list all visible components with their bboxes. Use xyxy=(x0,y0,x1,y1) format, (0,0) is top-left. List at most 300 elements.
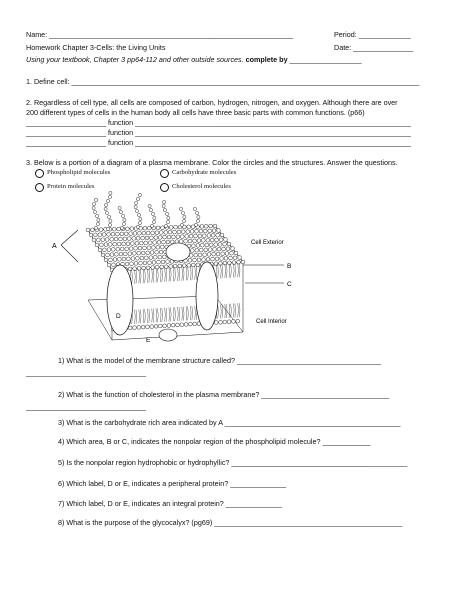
phospholipid-tail xyxy=(143,269,145,283)
carbohydrate-unit xyxy=(120,226,123,229)
phospholipid-head xyxy=(102,233,106,237)
name-line[interactable]: Name: _____________________________________________________________ xyxy=(26,30,294,39)
phospholipid-head xyxy=(182,264,186,268)
function-row[interactable]: ____________________ function _____________________________________________________________________ xyxy=(26,118,411,127)
carbohydrate-unit xyxy=(150,224,153,227)
question-3: 3. Below is a portion of a diagram of a plasma membrane. Color the circles and the structures. Answer the questions. xyxy=(26,158,398,167)
phospholipid-head xyxy=(223,320,227,324)
carbohydrate-unit xyxy=(105,211,108,214)
phospholipid-head xyxy=(151,266,155,270)
phospholipid-head xyxy=(176,235,180,239)
phospholipid-head xyxy=(106,253,110,257)
phospholipid-head xyxy=(127,237,131,241)
carbohydrate-unit xyxy=(164,224,167,227)
carbohydrate-unit xyxy=(108,215,111,218)
phospholipid-head xyxy=(204,224,208,228)
phospholipid-head xyxy=(237,260,241,264)
carbohydrate-unit xyxy=(139,217,142,220)
phospholipid-head xyxy=(193,258,197,262)
question-3-7[interactable]: 7) Which label, D or E, indicates an integral protein? ______________ xyxy=(58,499,282,508)
phospholipid-tail xyxy=(160,308,162,322)
phospholipid-head xyxy=(145,236,149,240)
phospholipid-head xyxy=(230,251,234,255)
phospholipid-head xyxy=(123,252,127,256)
phospholipid-head xyxy=(99,228,103,232)
phospholipid-head xyxy=(177,230,181,234)
phospholipid-head xyxy=(92,238,96,242)
legend-cholesterol: Cholesterol molecules xyxy=(172,183,231,190)
carbohydrate-unit xyxy=(97,218,100,221)
label-b: B xyxy=(287,263,292,270)
phospholipid-head xyxy=(132,237,136,241)
phospholipid-head xyxy=(209,243,213,247)
phospholipid-tail xyxy=(238,303,240,317)
phospholipid-head xyxy=(207,234,211,238)
carbohydrate-unit xyxy=(136,197,139,200)
phospholipid-head xyxy=(104,243,108,247)
phospholipid-head xyxy=(190,230,194,234)
phospholipid-head xyxy=(113,258,117,262)
phospholipid-head xyxy=(141,251,145,255)
phospholipid-head xyxy=(126,257,130,261)
phospholipid-head xyxy=(128,252,132,256)
phospholipid-head xyxy=(208,229,212,233)
phospholipid-tail xyxy=(173,307,175,321)
phospholipid-head xyxy=(223,242,227,246)
carbohydrate-unit xyxy=(94,226,97,229)
phospholipid-head xyxy=(156,226,160,230)
phospholipid-head xyxy=(206,238,210,242)
carbohydrate-unit xyxy=(109,219,112,222)
phospholipid-head xyxy=(192,244,196,248)
phospholipid-head xyxy=(202,234,206,238)
phospholipid-tail xyxy=(221,304,223,318)
phospholipid-head xyxy=(119,237,123,241)
phospholipid-head xyxy=(164,231,168,235)
phospholipid-head xyxy=(210,238,214,242)
phospholipid-head xyxy=(152,261,156,265)
phospholipid-head xyxy=(118,257,122,261)
phospholipid-tail xyxy=(160,268,162,282)
phospholipid-head xyxy=(199,229,203,233)
carbohydrate-unit xyxy=(106,227,109,230)
peripheral-protein xyxy=(159,329,177,341)
phospholipid-head xyxy=(241,260,245,264)
carbohydrate-unit xyxy=(196,211,199,214)
phospholipid-tail xyxy=(139,269,141,283)
phospholipid-head xyxy=(152,246,156,250)
phospholipid-head xyxy=(189,322,193,326)
carbohydrate-unit xyxy=(93,210,96,213)
phospholipid-head xyxy=(195,229,199,233)
phospholipid-head xyxy=(209,224,213,228)
phospholipid-tail xyxy=(156,308,158,322)
instructions-text: Using your textbook, Chapter 3 pp64-112 and other outside sources. xyxy=(26,55,244,64)
carbohydrate-unit xyxy=(153,216,156,219)
phospholipid-head xyxy=(155,250,159,254)
complete-by-blank[interactable]: __________________ xyxy=(289,55,362,64)
carbohydrate-unit xyxy=(162,204,165,207)
phospholipid-head xyxy=(123,237,127,241)
phospholipid-head xyxy=(140,256,144,260)
phospholipid-head xyxy=(132,252,136,256)
phospholipid-head xyxy=(168,230,172,234)
carbohydrate-unit xyxy=(163,200,166,203)
phospholipid-head xyxy=(146,266,150,270)
phospholipid-tail xyxy=(178,267,180,281)
phospholipid-head xyxy=(150,236,154,240)
carbohydrate-unit xyxy=(152,220,155,223)
carbohydrate-unit xyxy=(180,223,183,226)
phospholipid-head xyxy=(214,262,218,266)
phospholipid-head xyxy=(133,326,137,330)
phospholipid-head xyxy=(158,255,162,259)
phospholipid-head xyxy=(143,261,147,265)
question-2-line-2: 200 different types of cells in the human body all cells have three basic parts with common functions. (p66) xyxy=(26,108,365,117)
phospholipid-tail xyxy=(186,266,188,280)
phospholipid-head xyxy=(143,246,147,250)
phospholipid-head xyxy=(188,239,192,243)
phospholipid-head xyxy=(130,262,134,266)
phospholipid-head xyxy=(146,325,150,329)
carbohydrate-unit xyxy=(106,199,109,202)
phospholipid-head xyxy=(146,251,150,255)
phospholipid-head xyxy=(217,229,221,233)
phospholipid-tail xyxy=(190,306,192,320)
carbohydrate-unit xyxy=(167,216,170,219)
phospholipid-head xyxy=(205,243,209,247)
phospholipid-head xyxy=(110,253,114,257)
phospholipid-head xyxy=(216,233,220,237)
phospholipid-head xyxy=(120,247,124,251)
phospholipid-head xyxy=(214,321,218,325)
legend-protein: Protein molecules xyxy=(47,183,95,190)
phospholipid-head xyxy=(222,247,226,251)
phospholipid-head xyxy=(131,257,135,261)
phospholipid-head xyxy=(220,233,224,237)
phospholipid-head xyxy=(158,324,162,328)
phospholipid-head xyxy=(133,232,137,236)
phospholipid-head xyxy=(219,320,223,324)
phospholipid-head xyxy=(109,258,113,262)
carbohydrate-unit xyxy=(122,214,125,217)
phospholipid-head xyxy=(119,252,123,256)
phospholipid-head xyxy=(212,252,216,256)
phospholipid-head xyxy=(159,231,163,235)
phospholipid-head xyxy=(113,242,117,246)
period-line[interactable]: Period: _____________ xyxy=(334,30,411,39)
phospholipid-head xyxy=(120,232,124,236)
phospholipid-head xyxy=(212,229,216,233)
phospholipid-head xyxy=(162,255,166,259)
complete-by-label: complete by xyxy=(245,55,288,64)
phospholipid-tail xyxy=(233,263,235,277)
question-3-1[interactable]: 1) What is the model of the membrane structure called? ____________________________________ xyxy=(58,356,381,365)
phospholipid-head xyxy=(117,227,121,231)
carbohydrate-unit xyxy=(138,213,141,216)
phospholipid-head xyxy=(155,231,159,235)
phospholipid-head xyxy=(236,319,240,323)
carbohydrate-unit xyxy=(108,195,111,198)
phospholipid-head xyxy=(215,238,219,242)
carbohydrate-unit xyxy=(194,223,197,226)
function-row[interactable]: ____________________ function _____________________________________________________________________ xyxy=(26,128,411,137)
phospholipid-tail xyxy=(229,264,231,278)
phospholipid-head xyxy=(135,241,139,245)
phospholipid-head xyxy=(122,257,126,261)
phospholipid-head xyxy=(232,261,236,265)
phospholipid-head xyxy=(112,227,116,231)
membrane-drawing xyxy=(86,191,245,341)
phospholipid-head xyxy=(100,243,104,247)
question-2-line-1: 2. Regardless of cell type, all cells are composed of carbon, hydrogen, nitrogen, and oxygen. Although there are over xyxy=(26,98,398,107)
phospholipid-head xyxy=(141,325,145,329)
phospholipid-head xyxy=(141,236,145,240)
carbohydrate-unit xyxy=(135,209,138,212)
carbohydrate-unit xyxy=(197,215,200,218)
phospholipid-head xyxy=(233,256,237,260)
phospholipid-head xyxy=(211,257,215,261)
phospholipid-head xyxy=(91,228,95,232)
phospholipid-head xyxy=(193,239,197,243)
worksheet-title: Homework Chapter 3-Cells: the Living Units xyxy=(26,43,166,52)
carbohydrate-unit xyxy=(193,207,196,210)
phospholipid-head xyxy=(111,248,115,252)
phospholipid-head xyxy=(163,324,167,328)
phospholipid-head xyxy=(126,227,130,231)
phospholipid-head xyxy=(148,261,152,265)
phospholipid-head xyxy=(94,233,98,237)
phospholipid-tail xyxy=(182,267,184,281)
phospholipid-head xyxy=(203,253,207,257)
carbohydrate-unit xyxy=(138,193,141,196)
phospholipid-head xyxy=(159,250,163,254)
phospholipid-head xyxy=(232,320,236,324)
phospholipid-head xyxy=(143,226,147,230)
phospholipid-head xyxy=(101,253,105,257)
phospholipid-head xyxy=(184,323,188,327)
date-line[interactable]: Date: _______________ xyxy=(334,43,414,52)
phospholipid-head xyxy=(224,256,228,260)
phospholipid-tail xyxy=(216,265,218,279)
phospholipid-head xyxy=(169,265,173,269)
phospholipid-tail xyxy=(225,264,227,278)
phospholipid-head xyxy=(153,241,157,245)
phospholipid-head xyxy=(104,258,108,262)
carbohydrate-unit xyxy=(118,206,121,209)
carbohydrate-unit xyxy=(105,203,108,206)
phospholipid-head xyxy=(200,225,204,229)
phospholipid-head xyxy=(189,234,193,238)
phospholipid-head xyxy=(213,248,217,252)
phospholipid-head xyxy=(211,233,215,237)
phospholipid-head xyxy=(138,246,142,250)
phospholipid-head xyxy=(137,326,141,330)
label-d: D xyxy=(116,313,121,320)
phospholipid-head xyxy=(180,235,184,239)
phospholipid-head xyxy=(98,233,102,237)
phospholipid-head xyxy=(184,239,188,243)
phospholipid-head xyxy=(225,252,229,256)
phospholipid-tail xyxy=(182,307,184,321)
phospholipid-head xyxy=(231,247,235,251)
phospholipid-head xyxy=(161,226,165,230)
phospholipid-tail xyxy=(173,267,175,281)
phospholipid-head xyxy=(178,264,182,268)
phospholipid-head xyxy=(227,242,231,246)
phospholipid-head xyxy=(229,256,233,260)
phospholipid-head xyxy=(167,235,171,239)
phospholipid-head xyxy=(101,238,105,242)
phospholipid-head xyxy=(125,262,129,266)
phospholipid-head xyxy=(142,266,146,270)
phospholipid-head xyxy=(154,236,158,240)
question-3-8[interactable]: 8) What is the purpose of the glycocalyx? (pg69) _______________________________________________ xyxy=(58,518,403,527)
phospholipid-head xyxy=(86,228,90,232)
phospholipid-head xyxy=(122,242,126,246)
phospholipid-head xyxy=(169,226,173,230)
phospholipid-head xyxy=(144,241,148,245)
phospholipid-head xyxy=(206,257,210,261)
phospholipid-tail xyxy=(190,266,192,280)
phospholipid-tail xyxy=(147,269,149,283)
phospholipid-head xyxy=(131,242,135,246)
phospholipid-head xyxy=(108,243,112,247)
phospholipid-head xyxy=(166,260,170,264)
question-3-6[interactable]: 6) Which label, D or E, indicates a peripheral protein? ______________ xyxy=(58,479,287,488)
carbohydrate-unit xyxy=(148,204,151,207)
carbohydrate-unit xyxy=(93,202,96,205)
phospholipid-head xyxy=(117,242,121,246)
phospholipid-head xyxy=(188,258,192,262)
phospholipid-head xyxy=(130,227,134,231)
question-3-5[interactable]: 5) Is the nonpolar region hydrophobic or hydrophyllic? ____________________________________________ xyxy=(58,458,408,467)
question-3-4[interactable]: 4) Which area, B or C, indicates the nonpolar region of the phospholipid molecule? ____________ xyxy=(58,437,371,446)
phospholipid-head xyxy=(199,248,203,252)
phospholipid-head xyxy=(179,240,183,244)
phospholipid-head xyxy=(112,263,116,267)
phospholipid-head xyxy=(227,320,231,324)
phospholipid-head xyxy=(200,243,204,247)
phospholipid-head xyxy=(107,233,111,237)
phospholipid-head xyxy=(190,249,194,253)
phospholipid-head xyxy=(201,239,205,243)
phospholipid-head xyxy=(138,231,142,235)
carbohydrate-unit xyxy=(182,219,185,222)
carbohydrate-unit xyxy=(96,214,99,217)
phospholipid-tail xyxy=(135,310,137,324)
phospholipid-head xyxy=(216,252,220,256)
phospholipid-head xyxy=(154,324,158,328)
phospholipid-head xyxy=(158,236,162,240)
legend-carbohydrate: Carbohydrate molecules xyxy=(172,169,237,176)
phospholipid-head xyxy=(213,224,217,228)
carbohydrate-unit xyxy=(94,198,97,201)
phospholipid-head xyxy=(156,245,160,249)
function-row[interactable]: ____________________ function _____________________________________________________________________ xyxy=(26,138,411,147)
phospholipid-head xyxy=(224,238,228,242)
label-c: C xyxy=(287,281,292,288)
phospholipid-head xyxy=(238,256,242,260)
phospholipid-head xyxy=(194,234,198,238)
carbohydrate-unit xyxy=(179,207,182,210)
phospholipid-head xyxy=(160,245,164,249)
phospholipid-head xyxy=(146,231,150,235)
phospholipid-head xyxy=(194,253,198,257)
phospholipid-head xyxy=(128,326,132,330)
phospholipid-head xyxy=(202,258,206,262)
phospholipid-head xyxy=(129,232,133,236)
phospholipid-tail xyxy=(186,306,188,320)
phospholipid-tail xyxy=(147,309,149,323)
phospholipid-head xyxy=(149,256,153,260)
question-1[interactable]: 1. Define cell: _______________________________________________________________________________________ xyxy=(26,77,420,86)
phospholipid-head xyxy=(161,260,165,264)
carbohydrate-unit xyxy=(138,221,141,224)
phospholipid-head xyxy=(181,230,185,234)
phospholipid-head xyxy=(157,260,161,264)
phospholipid-tail xyxy=(238,263,240,277)
carbohydrate-unit xyxy=(104,207,107,210)
phospholipid-head xyxy=(147,246,151,250)
phospholipid-tail xyxy=(139,309,141,323)
phospholipid-tail xyxy=(178,307,180,321)
phospholipid-head xyxy=(167,324,171,328)
phospholipid-head xyxy=(89,233,93,237)
phospholipid-head xyxy=(110,237,114,241)
phospholipid-head xyxy=(196,244,200,248)
carbohydrate-unit xyxy=(109,191,112,194)
phospholipid-head xyxy=(215,257,219,261)
phospholipid-tail xyxy=(169,307,171,321)
phospholipid-head xyxy=(220,257,224,261)
phospholipid-head xyxy=(204,248,208,252)
phospholipid-tail xyxy=(169,267,171,281)
question-3-2[interactable]: 2) What is the function of cholesterol in the plasma membrane? ________________________________ xyxy=(58,390,390,399)
phospholipid-head xyxy=(136,236,140,240)
carbohydrate-unit xyxy=(119,210,122,213)
phospholipid-head xyxy=(115,252,119,256)
phospholipid-head xyxy=(197,258,201,262)
phospholipid-head xyxy=(139,241,143,245)
question-3-3[interactable]: 3) What is the carbohydrate rich area indicated by A ____________________________________________ xyxy=(58,418,401,427)
carbohydrate-unit xyxy=(166,220,169,223)
phospholipid-head xyxy=(171,323,175,327)
carbohydrate-unit xyxy=(183,215,186,218)
phospholipid-head xyxy=(193,322,197,326)
carbohydrate-unit xyxy=(149,208,152,211)
phospholipid-tail xyxy=(195,266,197,280)
phospholipid-head xyxy=(172,235,176,239)
question-3-2-blank[interactable]: ______________________________ xyxy=(26,402,146,411)
phospholipid-tail xyxy=(233,303,235,317)
phospholipid-head xyxy=(116,232,120,236)
phospholipid-head xyxy=(126,242,130,246)
question-3-1-blank[interactable]: ______________________________ xyxy=(26,368,146,377)
phospholipid-head xyxy=(198,253,202,257)
phospholipid-head xyxy=(142,231,146,235)
phospholipid-head xyxy=(214,243,218,247)
phospholipid-head xyxy=(166,240,170,244)
phospholipid-head xyxy=(125,247,129,251)
carbohydrate-unit xyxy=(108,223,111,226)
phospholipid-head xyxy=(124,232,128,236)
phospholipid-head xyxy=(114,237,118,241)
phospholipid-head xyxy=(218,243,222,247)
phospholipid-head xyxy=(144,256,148,260)
phospholipid-head xyxy=(148,241,152,245)
integral-protein xyxy=(107,265,133,335)
